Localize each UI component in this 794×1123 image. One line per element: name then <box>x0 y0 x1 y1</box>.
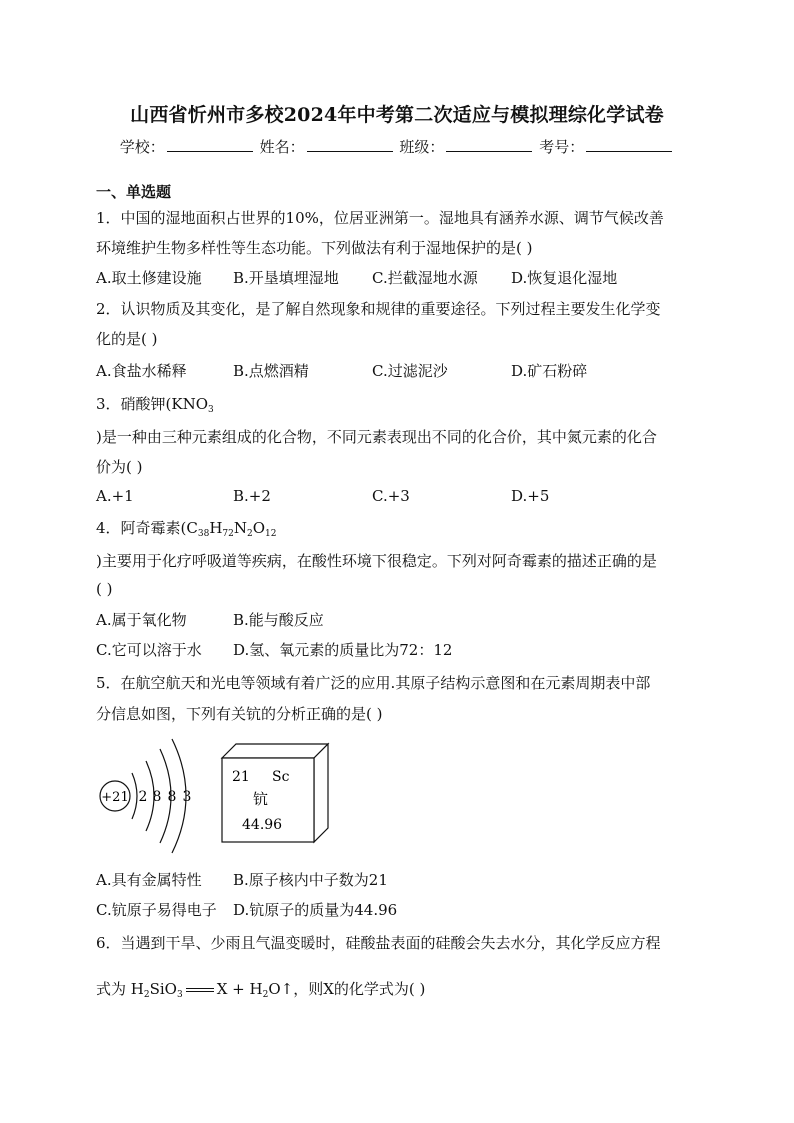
q5-option-a[interactable]: A.具有金属特性 <box>96 871 202 889</box>
q2-option-d[interactable]: D.矿石粉碎 <box>511 362 588 380</box>
q3-stem-line2: )是一种由三种元素组成的化合物，不同元素表现出不同的化合价，其中氮元素的化合 <box>96 428 657 446</box>
atom-structure-diagram <box>92 735 202 855</box>
name-label: 姓名： <box>259 138 305 156</box>
q6-eq-left-rest: SiO <box>149 980 177 998</box>
q4-sym-h: H <box>209 519 223 537</box>
student-info-line <box>0 136 794 157</box>
q3-option-a[interactable]: A.+1 <box>96 487 134 505</box>
class-blank[interactable] <box>446 137 532 152</box>
q5-option-b[interactable]: B.原子核内中子数为21 <box>233 871 388 889</box>
shell-electrons-1: 2 <box>138 789 148 805</box>
q1-option-b[interactable]: B.开垦填埋湿地 <box>233 269 339 287</box>
q3-option-b[interactable]: B.+2 <box>233 487 271 505</box>
school-blank[interactable] <box>167 137 253 152</box>
q3-stem-prefix: 3．硝酸钾(KNO <box>96 395 209 413</box>
q4-sym-o: O <box>252 519 266 537</box>
q2-option-a[interactable]: A.食盐水稀释 <box>96 362 187 380</box>
q4-stem-line2: )主要用于化疗呼吸道等疾病，在酸性环境下很稳定。下列对阿奇霉素的描述正确的是 <box>96 552 657 570</box>
atomic-mass: 44.96 <box>242 817 283 833</box>
q3-option-d[interactable]: D.+5 <box>511 487 550 505</box>
atomic-number: 21 <box>232 769 250 785</box>
q4-stem-line1 <box>96 517 277 539</box>
q4-sub-o: 12 <box>265 529 277 539</box>
q4-option-a[interactable]: A.属于氧化物 <box>96 611 187 629</box>
q4-sym-n: N <box>233 519 247 537</box>
q6-prefix: 式为 <box>96 980 131 998</box>
q2-stem-line2: 化的是( ) <box>96 330 158 348</box>
q4-stem-prefix: 4．阿奇霉素(C <box>96 519 198 537</box>
q4-sub-n: 2 <box>247 529 253 539</box>
q6-eq-right-sub: 2 <box>262 990 269 1000</box>
q1-option-c[interactable]: C.拦截湿地水源 <box>372 269 478 287</box>
q4-option-c[interactable]: C.它可以溶于水 <box>96 641 202 659</box>
q6-suffix: ，则X的化学式为( ) <box>293 980 426 998</box>
q5-stem-line2: 分信息如图，下列有关钪的分析正确的是( ) <box>96 705 383 723</box>
q5-option-d[interactable]: D.钪原子的质量为44.96 <box>233 901 398 919</box>
q4-sub-c: 38 <box>197 529 210 539</box>
school-label: 学校： <box>119 138 165 156</box>
q6-eq-right: X + H <box>216 980 263 998</box>
q3-option-c[interactable]: C.+3 <box>372 487 410 505</box>
cell-side-face <box>314 744 328 842</box>
q5-stem-line1: 5．在航空航天和光电等领域有着广泛的应用.其原子结构示意图和在元素周期表中部 <box>96 674 651 692</box>
q5-option-c[interactable]: C.钪原子易得电子 <box>96 901 217 919</box>
shell-electrons-3: 8 <box>167 789 177 805</box>
q1-stem-line2: 环境维护生物多样性等生态功能。下列做法有利于湿地保护的是( ) <box>96 239 533 257</box>
cell-top-face <box>222 744 328 758</box>
q2-option-b[interactable]: B.点燃酒精 <box>233 362 309 380</box>
q6-eq-left: H <box>130 980 144 998</box>
q3-formula-subscript: 3 <box>208 405 214 415</box>
q1-option-d[interactable]: D.恢复退化湿地 <box>511 269 618 287</box>
q4-stem-line3: ( ) <box>96 580 113 598</box>
q3-stem-line3: 价为( ) <box>96 458 143 476</box>
equation-sign <box>186 988 214 992</box>
q6-eq-right-rest: O↑ <box>268 980 294 998</box>
element-name: 钪 <box>253 790 269 808</box>
class-label: 班级： <box>399 138 445 156</box>
nucleus-charge: +21 <box>101 790 129 805</box>
number-blank[interactable] <box>586 137 672 152</box>
q2-stem-line1: 2．认识物质及其变化，是了解自然现象和规律的重要途径。下列过程主要发生化学变 <box>96 300 661 318</box>
q4-sub-h: 72 <box>222 529 234 539</box>
q4-option-b[interactable]: B.能与酸反应 <box>233 611 324 629</box>
shell-arc-1 <box>132 773 137 819</box>
name-blank[interactable] <box>307 137 393 152</box>
q3-stem-line1 <box>96 393 214 415</box>
section-heading: 一、单选题 <box>96 183 172 201</box>
q4-option-d[interactable]: D.氢、氧元素的质量比为72：12 <box>233 641 453 659</box>
q6-stem-line1: 6．当遇到干旱、少雨且气温变暖时，硅酸盐表面的硅酸会失去水分，其化学反应方程 <box>96 934 661 952</box>
page-title: 山西省忻州市多校2024年中考第二次适应与模拟理综化学试卷 <box>130 104 664 126</box>
periodic-table-cell <box>220 742 332 844</box>
element-symbol: Sc <box>272 769 290 785</box>
q1-stem-line1: 1．中国的湿地面积占世界的10%，位居亚洲第一。湿地具有涵养水源、调节气候改善 <box>96 209 664 227</box>
shell-electrons-4: 3 <box>182 789 192 805</box>
shell-electrons-2: 8 <box>152 789 162 805</box>
q2-option-c[interactable]: C.过滤泥沙 <box>372 362 448 380</box>
q6-stem-line2 <box>96 978 425 1000</box>
number-label: 考号： <box>539 138 585 156</box>
q1-option-a[interactable]: A.取土修建设施 <box>96 269 202 287</box>
q6-eq-left-sub: 2 <box>143 990 150 1000</box>
q6-eq-left-sub2: 3 <box>176 990 183 1000</box>
